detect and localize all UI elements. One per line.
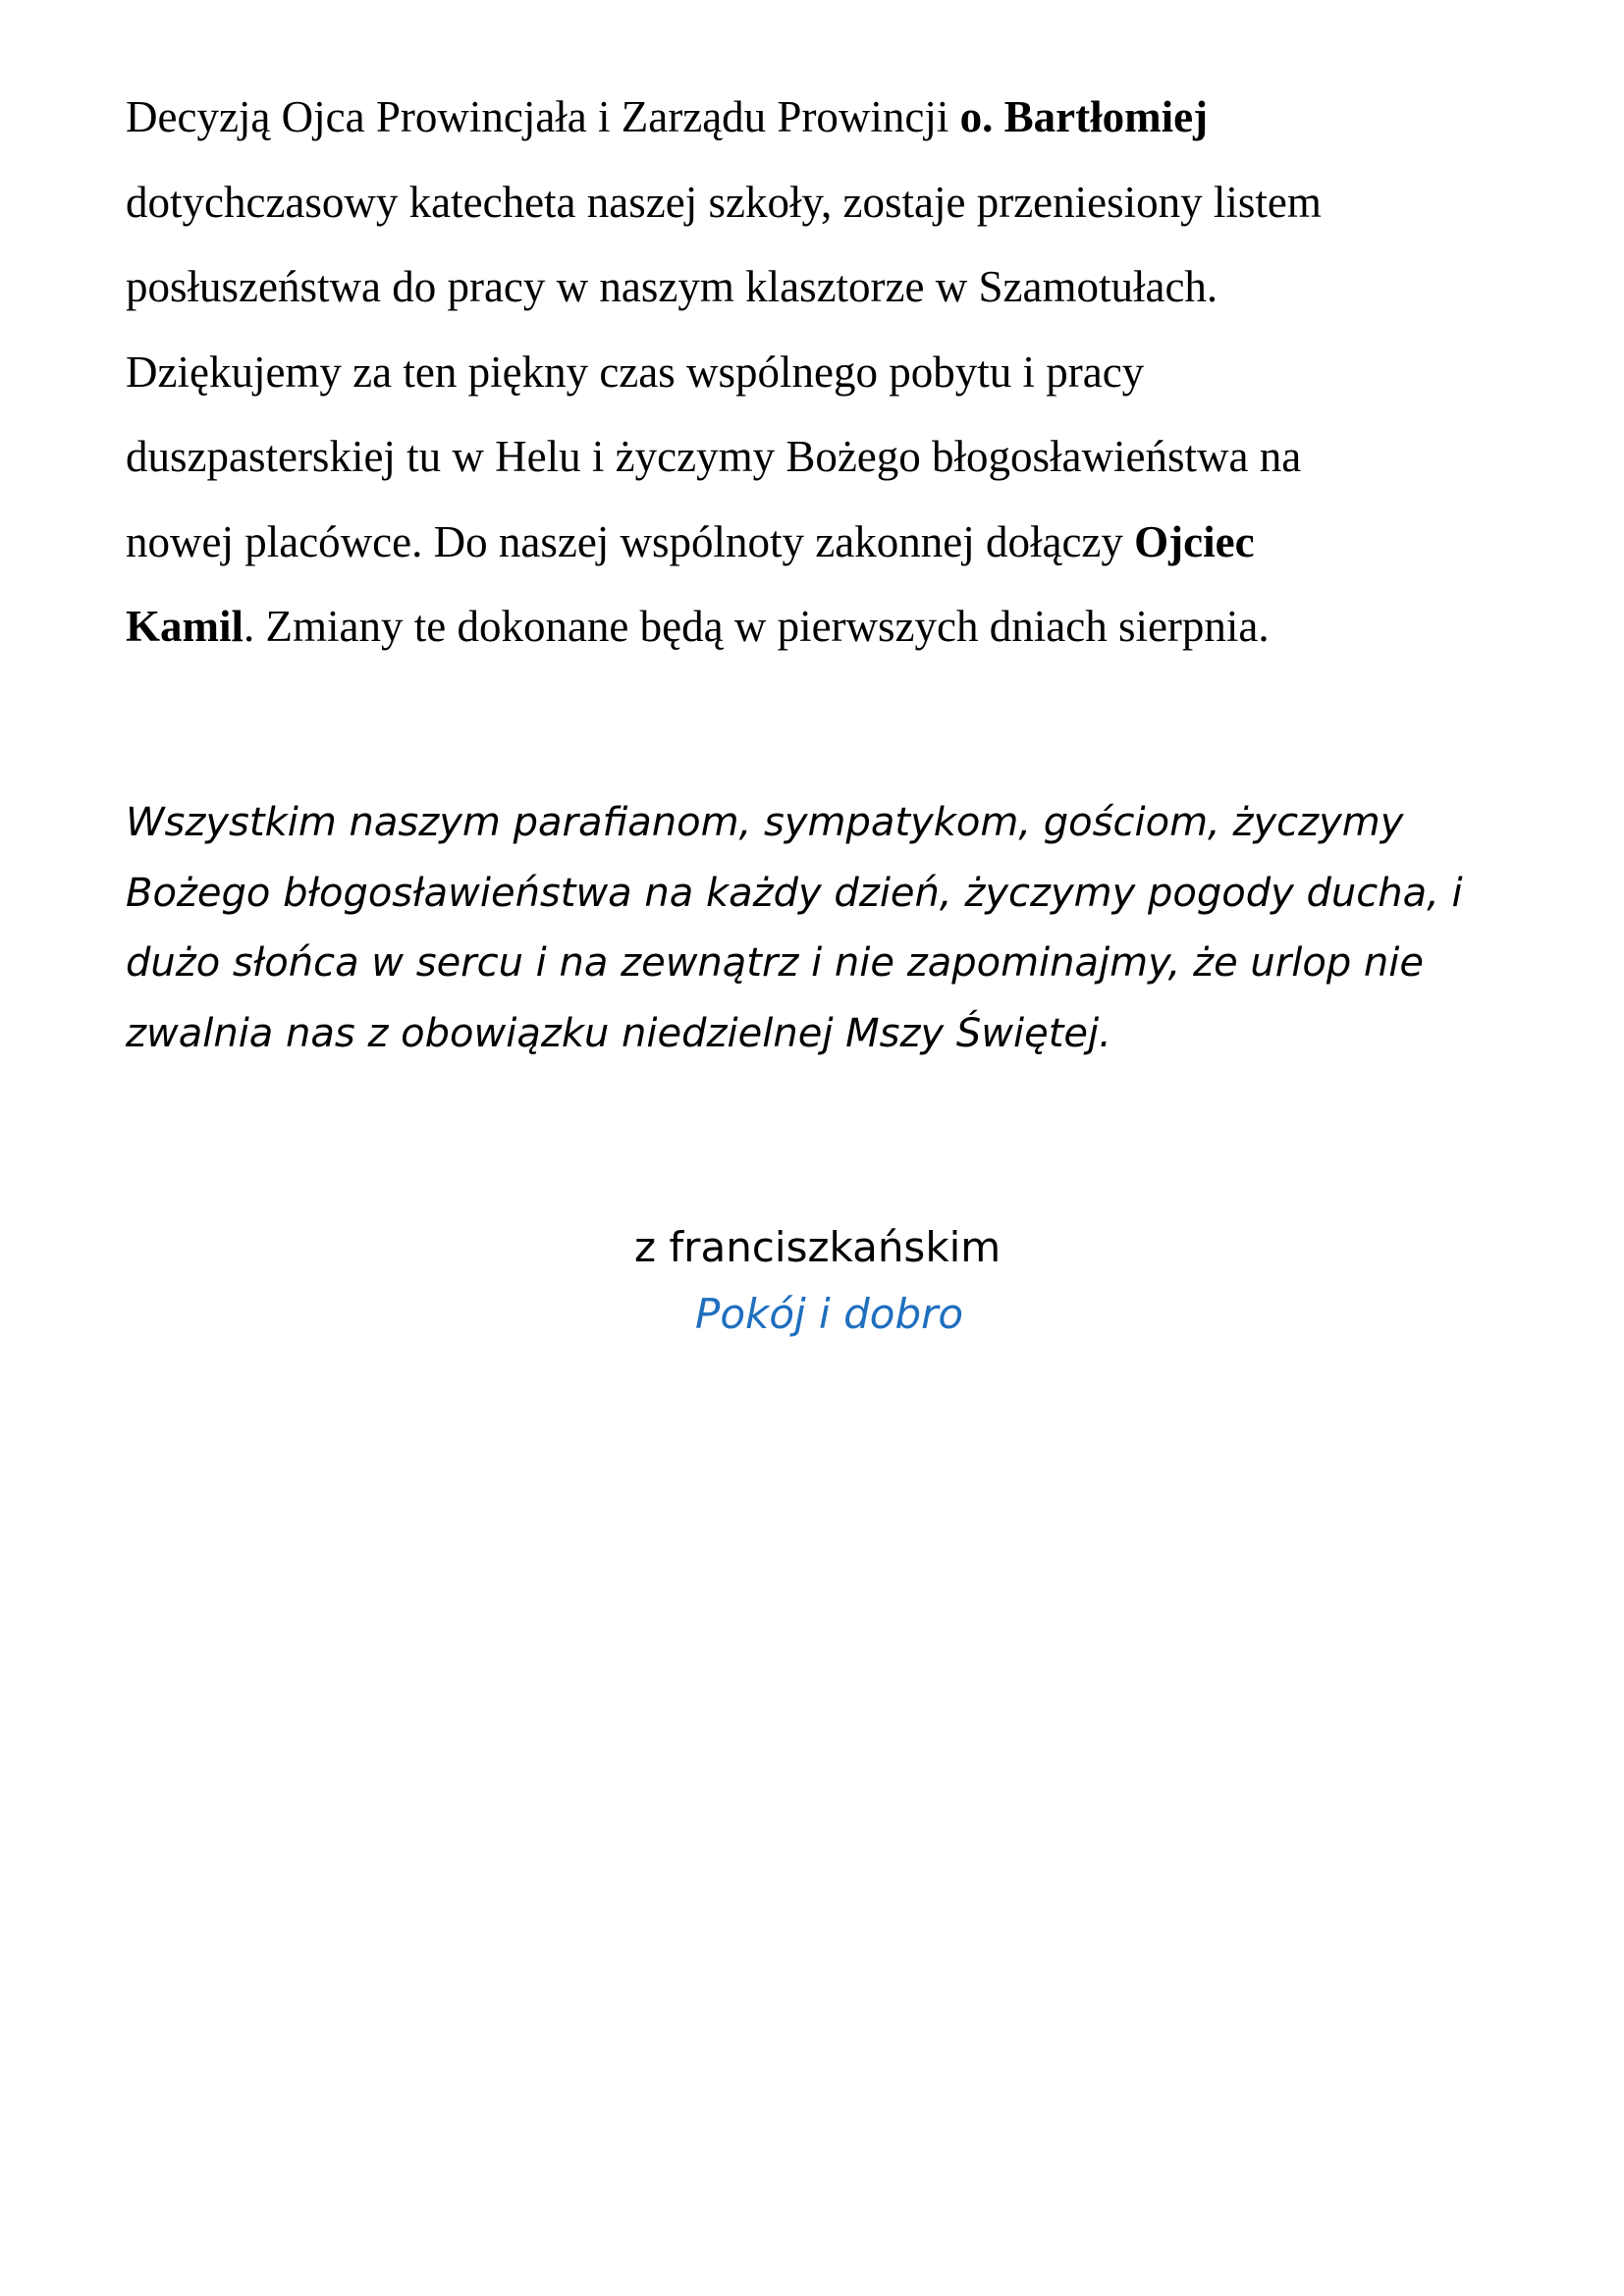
wishes-paragraph [126,788,1540,1069]
announcement-line-6: nowej placówce. Do naszej wspólnoty zakonnej dołączy Ojciec [126,516,1255,566]
wishes-line-4: zwalnia nas z obowiązku niedzielnej Mszy Świętej. [126,1010,1111,1056]
announcement-line-3: posłuszeństwa do pracy w naszym klasztorze w Szamotułach. [126,262,1218,311]
wishes-line-1: Wszystkim naszym parafianom, sympatykom, gościom, życzymy [126,800,1404,845]
priest-title-ojciec: Ojciec [1134,516,1255,566]
priest-name-bartlomiej: o. Bartłomiej [959,92,1209,141]
closing-motto: Pokój i dobro [695,1290,964,1338]
announcement-line-7: Kamil. Zmiany te dokonane będą w pierwszych dniach sierpnia. [126,602,1270,651]
wishes-line-2: Bożego błogosławieństwa na każdy dzień, życzymy pogody ducha, i [126,870,1463,916]
priest-name-kamil: Kamil [126,602,244,651]
announcement-line-4: Dziękujemy za ten piękny czas wspólnego pobytu i pracy [126,347,1145,397]
announcement-line-1: Decyzją Ojca Prowincjała i Zarządu Prowincji o. Bartłomiej [126,92,1209,141]
announcement-line-5: duszpasterskiej tu w Helu i życzymy Bożego błogosławieństwa na [126,432,1302,481]
closing-greeting: z franciszkańskim [634,1223,1001,1271]
announcement-paragraph [126,75,1500,669]
announcement-line-2: dotychczasowy katecheta naszej szkoły, zostaje przeniesiony listem [126,177,1322,227]
wishes-line-3: dużo słońca w sercu i na zewnątrz i nie zapominajmy, że urlop nie [126,940,1424,986]
